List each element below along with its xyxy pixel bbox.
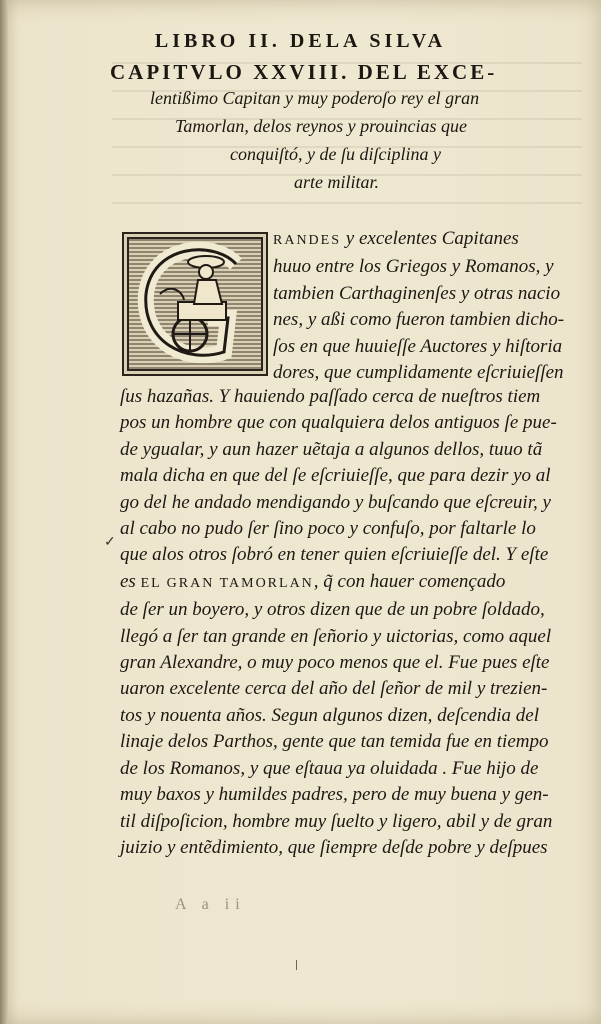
text-line: de ygualar, y aun hazer uẽtaja a algunos dellos, tuuo tã [120,438,543,460]
chapter-title-line: conquiſtó, y de ſu diſciplina y [230,144,441,164]
text-line: til diſpoſicion, hombre muy ſuelto y ligero, abil y de gran [120,810,553,832]
chapter-title-line: lentißimo Capitan y muy poderoſo rey el gran [150,88,480,108]
text-line: ſos en que huuieſſe Auctores y hiſtoria [273,335,563,357]
text-line: muy baxos y humildes padres, pero de muy buena y gen- [120,784,549,806]
text-line: nes, y aßi como fueron tambien dicho- [273,309,565,331]
running-head: LIBRO II. DELA SILVA [154,30,447,52]
text-line: que alos otros ſobró en tener quien eſcriuieſſe del. Y eſte [120,544,549,566]
text-line: al cabo no pudo ſer ſino poco y confuſo, por faltarle lo [120,518,536,540]
margin-mark: ✓ [104,534,116,550]
text-line: de ſer un boyero, y otros dizen que de un pobre ſoldado, [120,599,545,621]
text-line: de los Romanos, y que eſtaua ya oluidada . Fue hijo de [120,757,539,779]
text-line: llegó a ſer tan grande en ſeñorio y uictorias, como aquel [120,625,552,647]
signature-mark: A a ii [175,896,246,913]
text-line: go del he andado mendigando y buſcando que eſcreuir, y [120,491,551,513]
page-gutter [0,0,8,1024]
chapter-title-line: arte militar. [294,172,380,192]
chapter-heading: CAPITVLO XXVIII. DEL EXCE- [110,60,498,84]
text-line: ſus hazañas. Y hauiendo paſſado cerca de nueſtros tiem [120,386,541,407]
text-line: uaron excelente cerca del año del ſeñor de mil y trezien- [120,678,548,700]
small-caps-name: EL GRAN TAMORLAN [140,575,314,591]
woodcut-initial-letter [122,232,268,376]
small-caps-word: RANDES [273,233,342,248]
text-line: mala dicha en que del ſe eſcriuieſſe, que para dezir yo al [120,465,551,487]
text-line: RANDES y excelentes Capitanes [273,228,519,249]
text-line: gran Alexandre, o muy poco menos que el. Fue pues eſte [120,652,550,674]
body-text-beside-initial [273,226,601,386]
text-line: es EL GRAN TAMORLAN, q̃ con hauer començado [120,570,506,592]
text-line: linaje delos Parthos, gente que tan temida fue en tiempo [120,731,549,753]
bottom-mark [296,960,297,970]
woodcut-illustration [124,234,266,374]
text-line: juizio y entẽdimiento, que ſiempre deſde pobre y deſpues [120,836,548,858]
text-line: tambien Carthaginenſes y otras nacio [273,282,561,304]
chapter-title-line: Tamorlan, delos reynos y prouincias que [175,116,467,136]
text-line: pos un hombre que con qualquiera delos antiguos ſe pue- [120,412,557,434]
text-line: dores, que cumplidamente eſcriuieſſen [273,362,564,384]
body-text [120,384,590,861]
text-line: tos y nouenta años. Segun algunos dizen, deſcendia del [120,704,539,726]
text-line: huuo entre los Griegos y Romanos, y [273,256,554,278]
